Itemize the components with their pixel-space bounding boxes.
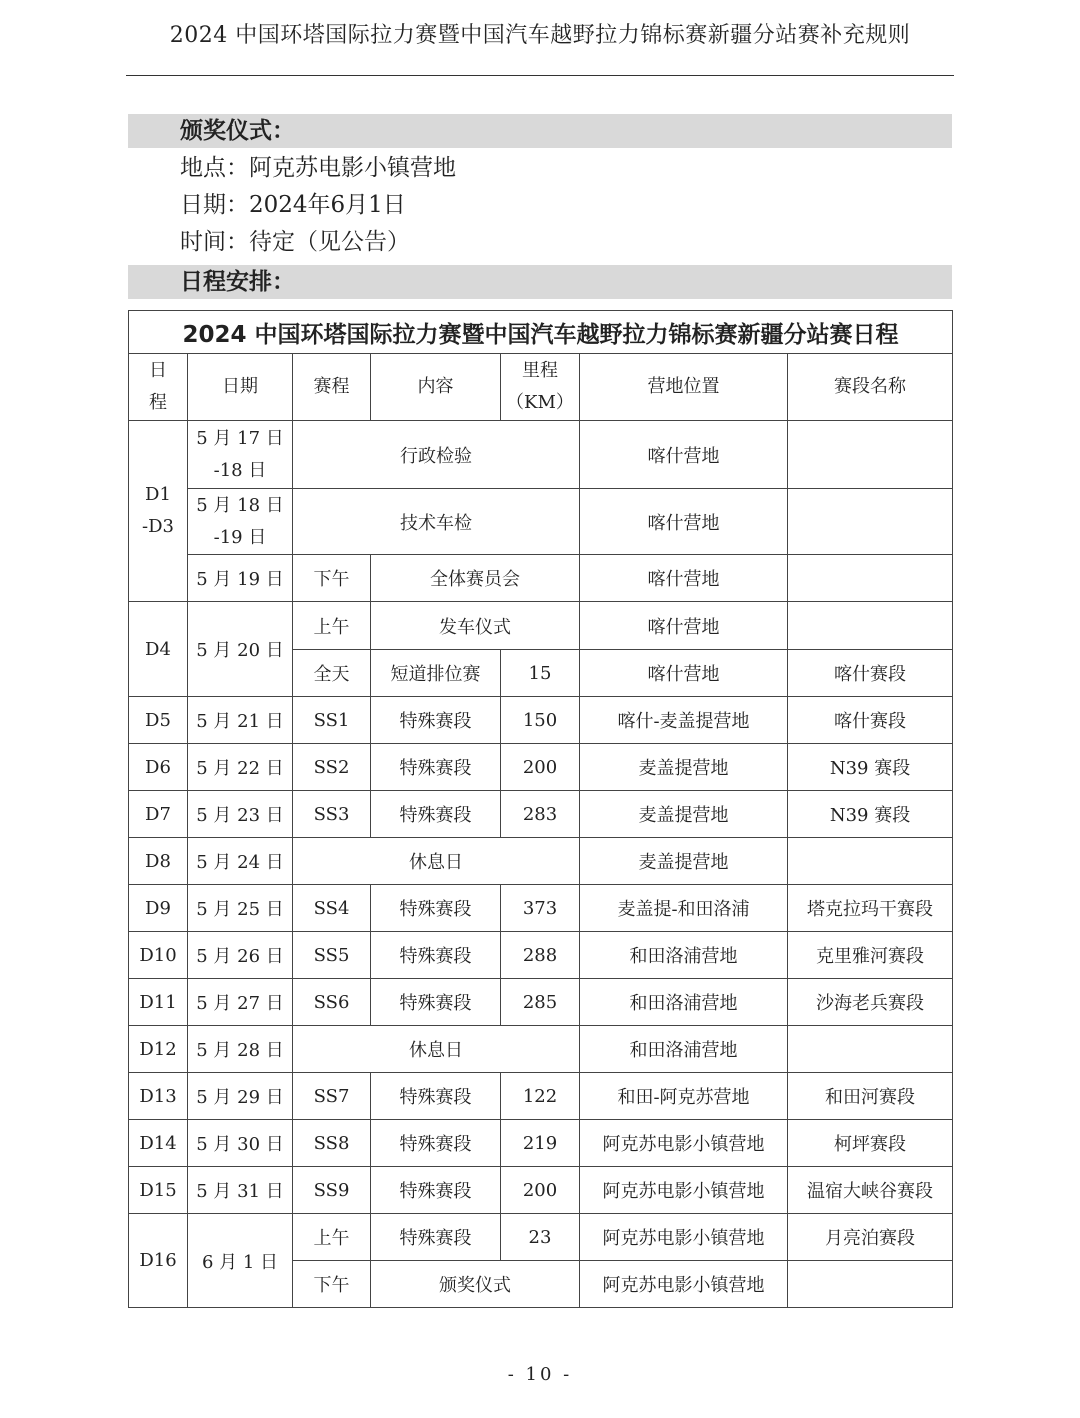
- date-cell: 5 月 31 日: [188, 1167, 293, 1214]
- table-row: [129, 1073, 953, 1120]
- day-cell: D12: [129, 1026, 188, 1073]
- km-cell: 283: [501, 791, 580, 838]
- page-header: 2024 中国环塔国际拉力赛暨中国汽车越野拉力锦标赛新疆分站赛补充规则: [169, 23, 911, 48]
- section-cell: 喀什赛段: [788, 650, 953, 697]
- content-cell: 发车仪式: [371, 602, 580, 650]
- km-cell: 200: [501, 744, 580, 791]
- table-row: [129, 489, 953, 555]
- section-cell: 克里雅河赛段: [788, 932, 953, 979]
- section-cell: 温宿大峡谷赛段: [788, 1167, 953, 1214]
- date-cell: [188, 421, 293, 489]
- table-header-row: [129, 354, 953, 421]
- date-line2: -18 日: [213, 459, 267, 481]
- section-cell: 塔克拉玛干赛段: [788, 885, 953, 932]
- table-row: [129, 744, 953, 791]
- camp-cell: 阿克苏电影小镇营地: [580, 1167, 788, 1214]
- section-cell: [788, 421, 953, 489]
- section-cell: 柯坪赛段: [788, 1120, 953, 1167]
- col-header-stage: 赛程: [293, 354, 371, 421]
- stage-cell: 上午: [293, 1214, 371, 1261]
- table-row: [129, 697, 953, 744]
- date-cell: 5 月 28 日: [188, 1026, 293, 1073]
- col-header-day-line2: 程: [149, 392, 167, 413]
- date-cell: 6 月 1 日: [188, 1214, 293, 1308]
- day-cell: D7: [129, 791, 188, 838]
- col-header-date: 日期: [188, 354, 293, 421]
- date-cell: 5 月 20 日: [188, 602, 293, 697]
- stage-cell: SS5: [293, 932, 371, 979]
- km-cell: 122: [501, 1073, 580, 1120]
- stage-cell: 下午: [293, 555, 371, 602]
- stage-cell: SS8: [293, 1120, 371, 1167]
- date-cell: 5 月 27 日: [188, 979, 293, 1026]
- content-cell: 行政检验: [293, 421, 580, 489]
- stage-cell: SS1: [293, 697, 371, 744]
- camp-cell: 阿克苏电影小镇营地: [580, 1261, 788, 1308]
- km-cell: 288: [501, 932, 580, 979]
- content-cell: 特殊赛段: [371, 1120, 501, 1167]
- content-cell: 全体赛员会: [371, 555, 580, 602]
- stage-cell: SS7: [293, 1073, 371, 1120]
- award-location: 地点：阿克苏电影小镇营地: [180, 155, 456, 181]
- col-header-content: 内容: [371, 354, 501, 421]
- content-cell: 特殊赛段: [371, 932, 501, 979]
- content-cell: 颁奖仪式: [371, 1261, 580, 1308]
- col-header-day: [129, 354, 188, 421]
- day-cell: [129, 421, 188, 602]
- stage-cell: 下午: [293, 1261, 371, 1308]
- stage-cell: SS6: [293, 979, 371, 1026]
- section-cell: [788, 489, 953, 555]
- col-header-km-line1: 里程: [522, 360, 558, 381]
- table-row: [129, 1026, 953, 1073]
- section-cell: N39 赛段: [788, 744, 953, 791]
- date-cell: 5 月 23 日: [188, 791, 293, 838]
- camp-cell: 和田洛浦营地: [580, 1026, 788, 1073]
- table-row: [129, 421, 953, 489]
- table-row: [129, 1214, 953, 1261]
- date-cell: 5 月 24 日: [188, 838, 293, 885]
- camp-cell: 和田洛浦营地: [580, 979, 788, 1026]
- content-cell: 特殊赛段: [371, 1214, 501, 1261]
- day-cell: D16: [129, 1214, 188, 1308]
- content-cell: 特殊赛段: [371, 1073, 501, 1120]
- km-cell: 200: [501, 1167, 580, 1214]
- km-cell: 373: [501, 885, 580, 932]
- km-cell: 23: [501, 1214, 580, 1261]
- section-cell: [788, 602, 953, 650]
- day-cell: D11: [129, 979, 188, 1026]
- day-cell: D4: [129, 602, 188, 697]
- day-cell: D6: [129, 744, 188, 791]
- table-row: [129, 1167, 953, 1214]
- content-cell: 特殊赛段: [371, 1167, 501, 1214]
- day-cell: D9: [129, 885, 188, 932]
- content-cell: 特殊赛段: [371, 791, 501, 838]
- section-cell: 和田河赛段: [788, 1073, 953, 1120]
- camp-cell: 喀什营地: [580, 489, 788, 555]
- camp-cell: 麦盖提营地: [580, 791, 788, 838]
- day-cell: D14: [129, 1120, 188, 1167]
- camp-cell: 喀什-麦盖提营地: [580, 697, 788, 744]
- day-cell: D13: [129, 1073, 188, 1120]
- camp-cell: 麦盖提-和田洛浦: [580, 885, 788, 932]
- camp-cell: 阿克苏电影小镇营地: [580, 1214, 788, 1261]
- stage-cell: 全天: [293, 650, 371, 697]
- camp-cell: 喀什营地: [580, 421, 788, 489]
- table-row: [129, 555, 953, 602]
- header-rule: [126, 75, 954, 76]
- day-cell: D8: [129, 838, 188, 885]
- stage-cell: SS9: [293, 1167, 371, 1214]
- col-header-day-line1: 日: [149, 360, 167, 381]
- section-cell: 沙海老兵赛段: [788, 979, 953, 1026]
- section-cell: [788, 555, 953, 602]
- date-line1: 5 月 17 日: [196, 427, 284, 449]
- date-cell: 5 月 29 日: [188, 1073, 293, 1120]
- date-cell: 5 月 21 日: [188, 697, 293, 744]
- col-header-km-line2: （KM）: [506, 392, 574, 413]
- table-title: 2024 中国环塔国际拉力赛暨中国汽车越野拉力锦标赛新疆分站赛日程: [129, 311, 953, 354]
- camp-cell: 喀什营地: [580, 555, 788, 602]
- table-row: [129, 602, 953, 650]
- date-cell: [188, 489, 293, 555]
- km-cell: 15: [501, 650, 580, 697]
- col-header-section: 赛段名称: [788, 354, 953, 421]
- date-cell: 5 月 30 日: [188, 1120, 293, 1167]
- camp-cell: 麦盖提营地: [580, 838, 788, 885]
- camp-cell: 和田洛浦营地: [580, 932, 788, 979]
- schedule-heading: 日程安排：: [180, 269, 295, 295]
- page-number: - 10 -: [507, 1364, 573, 1385]
- content-cell: 休息日: [293, 1026, 580, 1073]
- camp-cell: 和田-阿克苏营地: [580, 1073, 788, 1120]
- km-cell: 219: [501, 1120, 580, 1167]
- section-cell: [788, 1261, 953, 1308]
- content-cell: 短道排位赛: [371, 650, 501, 697]
- table-row: [129, 979, 953, 1026]
- award-date: 日期：2024年6月1日: [180, 192, 406, 218]
- stage-cell: SS4: [293, 885, 371, 932]
- camp-cell: 麦盖提营地: [580, 744, 788, 791]
- camp-cell: 喀什营地: [580, 650, 788, 697]
- col-header-km: [501, 354, 580, 421]
- table-row: [129, 1120, 953, 1167]
- date-cell: 5 月 19 日: [188, 555, 293, 602]
- camp-cell: 阿克苏电影小镇营地: [580, 1120, 788, 1167]
- stage-cell: SS3: [293, 791, 371, 838]
- award-heading: 颁奖仪式：: [180, 118, 295, 144]
- stage-cell: 上午: [293, 602, 371, 650]
- date-line1: 5 月 18 日: [196, 494, 284, 516]
- table-row: [129, 885, 953, 932]
- section-cell: [788, 1026, 953, 1073]
- table-row: [129, 791, 953, 838]
- section-cell: 喀什赛段: [788, 697, 953, 744]
- content-cell: 特殊赛段: [371, 979, 501, 1026]
- section-cell: N39 赛段: [788, 791, 953, 838]
- content-cell: 技术车检: [293, 489, 580, 555]
- stage-cell: SS2: [293, 744, 371, 791]
- day-line2: -D3: [142, 516, 174, 537]
- section-cell: 月亮泊赛段: [788, 1214, 953, 1261]
- col-header-camp: 营地位置: [580, 354, 788, 421]
- content-cell: 特殊赛段: [371, 697, 501, 744]
- table-row: [129, 932, 953, 979]
- award-time: 时间：待定（见公告）: [180, 229, 410, 255]
- table-row: [129, 838, 953, 885]
- content-cell: 特殊赛段: [371, 744, 501, 791]
- schedule-table: [128, 310, 953, 1308]
- day-cell: D15: [129, 1167, 188, 1214]
- content-cell: 休息日: [293, 838, 580, 885]
- day-line1: D1: [145, 484, 171, 505]
- day-cell: D5: [129, 697, 188, 744]
- date-cell: 5 月 26 日: [188, 932, 293, 979]
- camp-cell: 喀什营地: [580, 602, 788, 650]
- km-cell: 150: [501, 697, 580, 744]
- section-cell: [788, 838, 953, 885]
- date-cell: 5 月 25 日: [188, 885, 293, 932]
- date-line2: -19 日: [213, 526, 267, 548]
- km-cell: 285: [501, 979, 580, 1026]
- day-cell: D10: [129, 932, 188, 979]
- content-cell: 特殊赛段: [371, 885, 501, 932]
- date-cell: 5 月 22 日: [188, 744, 293, 791]
